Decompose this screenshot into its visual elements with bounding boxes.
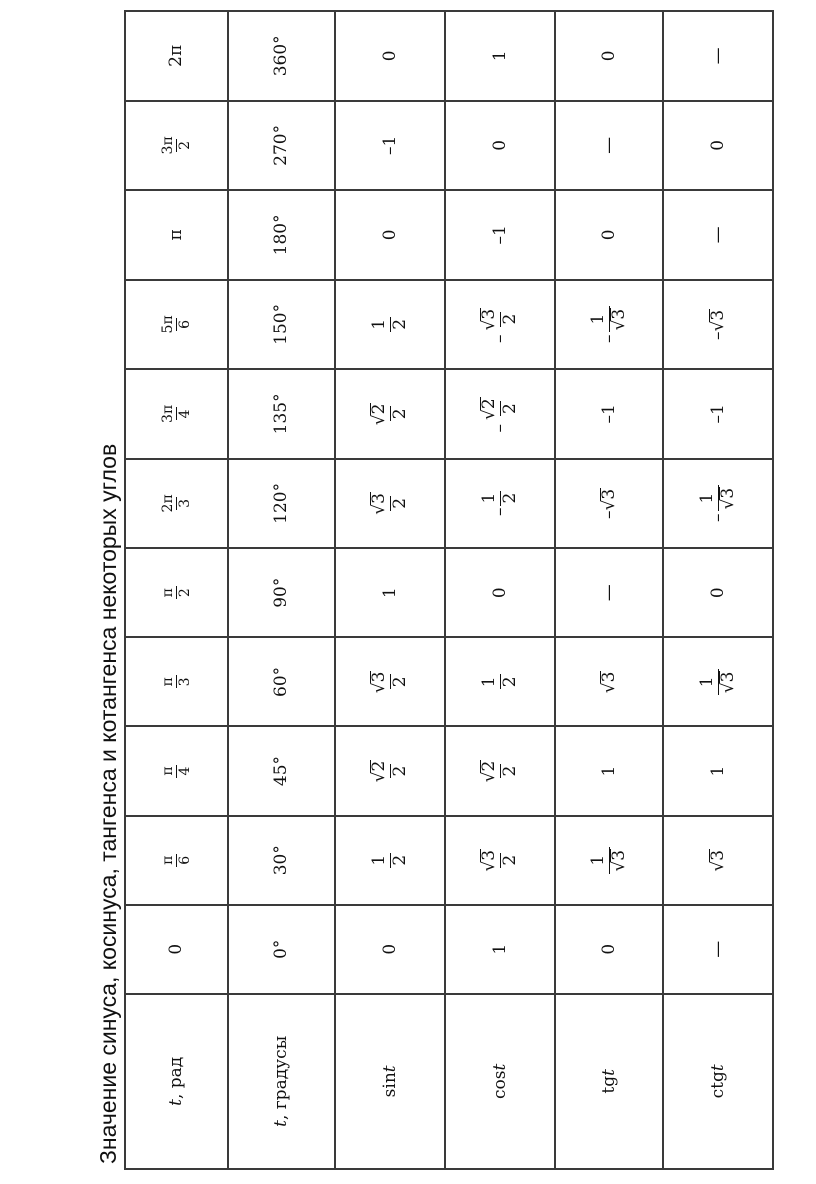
row-degrees-cell [228, 726, 335, 815]
fn-label: tg [598, 1075, 619, 1094]
var-label: t [707, 1064, 728, 1072]
sqrt-sign: √ [368, 771, 389, 783]
denominator-text: 2 [499, 854, 520, 866]
denominator-text: 2 [389, 497, 410, 509]
negative-fraction [589, 306, 629, 343]
cell-value: 270° [271, 124, 292, 166]
cell-value: 360° [271, 35, 292, 77]
denominator [390, 764, 411, 779]
var-label: t [598, 1069, 619, 1076]
row-tg-cell [555, 637, 663, 726]
numerator [370, 317, 390, 332]
row-radians-cell [125, 459, 228, 549]
row-ctg-cell [663, 11, 773, 101]
numerator [160, 675, 176, 688]
numerator-text: π [159, 677, 176, 687]
row-ctg-cell [663, 101, 773, 191]
denominator-text [718, 671, 738, 694]
denominator-text: 2 [499, 403, 520, 415]
sqrt-radicand: 3 [598, 671, 619, 683]
rotated-content [88, 10, 816, 1170]
row-tg-cell [555, 548, 663, 637]
sqrt-radicand: 2 [478, 760, 499, 772]
numerator [160, 764, 176, 777]
cell-value: — [707, 226, 728, 244]
sqrt-sign: √ [717, 498, 738, 510]
denominator-text: 2 [389, 676, 410, 688]
denominator [176, 586, 193, 599]
sqrt-sign: √ [368, 503, 389, 515]
row-cos-cell [445, 11, 555, 101]
sqrt-radicand: 3 [368, 671, 389, 683]
fn-label: cos [489, 1070, 510, 1099]
fraction [160, 854, 193, 867]
numerator [480, 847, 500, 874]
numerator [160, 403, 176, 425]
numerator-text: π [159, 855, 176, 865]
denominator [500, 764, 521, 779]
denominator-text: 2 [177, 588, 193, 598]
cell-value: 0 [489, 139, 510, 151]
minus-sign: – [489, 334, 510, 343]
sqrt-sign: √ [608, 860, 629, 872]
row-radians-cell [125, 637, 228, 726]
numerator [160, 586, 176, 599]
numerator [698, 491, 718, 506]
row-degrees-cell [228, 369, 335, 459]
sqrt-sign: √ [707, 860, 728, 872]
fraction [480, 674, 520, 689]
sqrt-radicand: 3 [707, 309, 728, 321]
denominator-text: 2 [389, 318, 410, 330]
row-radians [125, 11, 228, 1169]
fraction [160, 586, 193, 599]
fraction [160, 675, 193, 688]
numerator [370, 401, 390, 428]
denominator [176, 407, 193, 420]
cell-value: –1 [489, 225, 510, 245]
sqrt-radicand: 3 [478, 308, 499, 320]
row-cos-cell [445, 369, 555, 459]
numerator-text: 1 [696, 492, 717, 504]
cell-value: 135° [271, 393, 292, 435]
numerator-text: 1 [478, 676, 499, 688]
cell-value: — [707, 940, 728, 958]
sqrt-sign: √ [608, 319, 629, 331]
numerator [160, 854, 176, 867]
denominator [390, 853, 411, 868]
denominator [500, 853, 521, 868]
row-ctg-cell [663, 369, 773, 459]
denominator [176, 139, 193, 152]
row-ctg-cell [663, 280, 773, 370]
var-label: t [379, 1065, 400, 1073]
row-tg-cell [555, 11, 663, 101]
fraction [370, 669, 410, 696]
row-ctg-cell [663, 726, 773, 815]
fraction [370, 401, 410, 428]
row-sin-cell [335, 101, 445, 191]
fraction [370, 490, 410, 517]
row-header-cos [445, 994, 555, 1169]
fraction [370, 758, 410, 785]
cell-value: 1 [598, 765, 619, 777]
row-degrees [228, 11, 335, 1169]
row-cos-cell [445, 637, 555, 726]
row-header-radians [125, 994, 228, 1169]
sqrt-radicand: 2 [368, 403, 389, 415]
row-sin-cell [335, 280, 445, 370]
row-radians-cell [125, 726, 228, 815]
numerator [480, 674, 500, 689]
cell-value: — [598, 584, 619, 602]
sqrt-radicand: 3 [707, 849, 728, 861]
numerator [589, 853, 609, 868]
sqrt-radicand: 3 [608, 849, 629, 861]
denominator-text: 2 [499, 313, 520, 325]
denominator [176, 854, 193, 867]
minus-sign: – [489, 423, 510, 433]
denominator-text: 3 [177, 677, 193, 687]
cell-value: 1 [489, 50, 510, 62]
numerator [370, 758, 390, 785]
fraction [160, 492, 193, 514]
denominator-text: 4 [177, 766, 193, 776]
cell-value: 0 [489, 587, 510, 599]
row-tg-cell [555, 726, 663, 815]
numerator-text [479, 849, 499, 872]
cell-value: 1 [379, 587, 400, 599]
numerator-text: 1 [478, 492, 499, 504]
row-radians-cell [125, 101, 228, 191]
numerator-text [479, 308, 499, 331]
row-sin [335, 11, 445, 1169]
numerator-text: π [159, 766, 176, 776]
denominator [500, 312, 521, 327]
cell-value: 120° [271, 482, 292, 524]
row-sin-cell [335, 548, 445, 637]
row-cos-cell [445, 548, 555, 637]
fraction [480, 395, 520, 422]
denominator-text: 6 [177, 319, 193, 329]
numerator [370, 669, 390, 696]
fraction [480, 491, 520, 506]
sqrt-sign: √ [478, 409, 499, 420]
row-tg-cell [555, 459, 663, 549]
cell-value: 0 [707, 139, 728, 151]
sqrt-sign: √ [368, 414, 389, 426]
sqrt-sign: √ [598, 682, 619, 694]
numerator [370, 853, 390, 868]
fraction [480, 758, 520, 785]
unit-label: , рад [166, 1056, 187, 1100]
row-ctg-cell [663, 637, 773, 726]
row-radians-cell [125, 548, 228, 637]
denominator-text: 2 [389, 765, 410, 777]
row-degrees-cell [228, 190, 335, 280]
sqrt-radicand: 2 [368, 760, 389, 772]
minus-sign: – [707, 331, 728, 340]
numerator [480, 395, 500, 422]
cell-value: –1 [379, 135, 400, 156]
cell-value [599, 671, 619, 694]
fraction [589, 847, 629, 874]
sqrt-radicand: 3 [717, 671, 738, 683]
denominator [609, 847, 630, 874]
numerator-text: 1 [368, 854, 389, 866]
row-sin-cell [335, 459, 445, 549]
cell-value: 0 [379, 50, 400, 62]
numerator-text: 2π [159, 494, 176, 513]
row-ctg-cell [663, 548, 773, 637]
denominator [718, 485, 739, 512]
cell-value: –1 [707, 404, 728, 424]
numerator-text [369, 492, 389, 515]
row-radians-cell [125, 369, 228, 459]
row-radians-cell [125, 190, 228, 280]
row-cos-cell [445, 280, 555, 370]
row-degrees-cell [228, 11, 335, 101]
minus-sign: – [707, 513, 728, 522]
numerator-text: 1 [696, 676, 717, 688]
var-label: t [489, 1063, 510, 1071]
denominator [390, 496, 411, 511]
minus-sign: – [598, 510, 619, 519]
row-ctg [663, 11, 773, 1169]
negative-fraction [480, 491, 520, 516]
numerator-text: 1 [368, 318, 389, 330]
row-degrees-cell [228, 905, 335, 994]
denominator-text: 6 [177, 855, 193, 865]
minus-sign: – [598, 334, 619, 343]
numerator-text [369, 403, 389, 426]
numerator-text: 1 [587, 313, 608, 325]
sqrt-sign: √ [368, 682, 389, 694]
row-radians-cell [125, 11, 228, 101]
row-sin-cell [335, 637, 445, 726]
numerator-text [479, 397, 499, 420]
cell-value [708, 849, 728, 872]
cell-value: — [707, 47, 728, 65]
fraction [480, 306, 520, 333]
row-degrees-cell [228, 548, 335, 637]
numerator-text: π [159, 588, 176, 598]
numerator-text: 5π [159, 315, 176, 334]
cell-value: — [598, 136, 619, 154]
row-header-ctg [663, 994, 773, 1169]
fraction [370, 317, 410, 332]
cell-value: 0 [166, 943, 187, 955]
cell-value: –1 [598, 404, 619, 424]
sqrt-sign: √ [478, 771, 499, 783]
numerator-text: 1 [587, 854, 608, 866]
sqrt-radicand: 3 [608, 308, 629, 320]
negative-fraction [698, 485, 738, 522]
row-tg-cell [555, 816, 663, 905]
sqrt-sign: √ [707, 320, 728, 332]
negative-fraction [480, 395, 520, 432]
row-tg-cell [555, 905, 663, 994]
cell-value: 0 [598, 229, 619, 241]
row-ctg-cell [663, 459, 773, 549]
row-cos-cell [445, 905, 555, 994]
denominator-text [609, 308, 629, 331]
denominator [176, 765, 193, 778]
denominator-text: 2 [499, 676, 520, 688]
cell-value: 30° [271, 845, 292, 876]
row-degrees-cell [228, 280, 335, 370]
fraction [698, 485, 738, 512]
numerator [160, 134, 176, 156]
sqrt-radicand: 3 [598, 488, 619, 500]
row-header-degrees [228, 994, 335, 1169]
denominator-text: 2 [499, 492, 520, 504]
cell-value [599, 488, 619, 519]
denominator [390, 674, 411, 689]
denominator-text [718, 487, 738, 510]
numerator-text [369, 760, 389, 783]
sqrt-radicand: 3 [368, 493, 389, 504]
row-cos-cell [445, 816, 555, 905]
row-tg-cell [555, 101, 663, 191]
row-cos-cell [445, 190, 555, 280]
sqrt-sign: √ [717, 682, 738, 694]
var-label: t [166, 1099, 187, 1106]
denominator-text: 2 [499, 765, 520, 777]
cell-value: 1 [489, 943, 510, 955]
cell-value: 0 [707, 587, 728, 599]
denominator [500, 401, 521, 416]
page-title: Значение синуса, косинуса, тангенса и котангенса некоторых углов [95, 443, 121, 1164]
row-sin-cell [335, 905, 445, 994]
row-tg-cell [555, 280, 663, 370]
sqrt-sign: √ [598, 499, 619, 511]
row-cos [445, 11, 555, 1169]
cell-value: 45° [271, 755, 292, 787]
denominator [176, 675, 193, 688]
numerator-text [369, 671, 389, 694]
denominator-text: 2 [389, 408, 410, 420]
cell-value: 150° [271, 303, 292, 345]
fraction [480, 847, 520, 874]
cell-value: π [166, 229, 187, 241]
denominator [500, 674, 521, 689]
cell-value: 180° [271, 214, 292, 256]
row-sin-cell [335, 369, 445, 459]
row-cos-cell [445, 101, 555, 191]
row-degrees-cell [228, 816, 335, 905]
cell-value [708, 309, 728, 340]
numerator [698, 674, 718, 689]
fraction [698, 669, 738, 696]
row-radians-cell [125, 905, 228, 994]
cell-value: 0 [598, 50, 619, 62]
numerator [480, 491, 500, 506]
row-sin-cell [335, 190, 445, 280]
row-tg-cell [555, 190, 663, 280]
denominator [718, 669, 739, 696]
row-sin-cell [335, 816, 445, 905]
unit-label: , градусы [271, 1035, 292, 1121]
cell-value: 1 [707, 765, 728, 777]
numerator-text: 3π [159, 136, 176, 155]
numerator [160, 313, 176, 335]
row-ctg-cell [663, 905, 773, 994]
trig-values-table [124, 10, 774, 1170]
row-degrees-cell [228, 637, 335, 726]
numerator [480, 758, 500, 785]
denominator [176, 497, 193, 510]
denominator [390, 317, 411, 332]
fraction [160, 403, 193, 425]
denominator-text: 4 [177, 409, 193, 419]
row-degrees-cell [228, 101, 335, 191]
numerator-text: 3π [159, 404, 176, 423]
var-label: t [271, 1120, 292, 1127]
denominator-text: 3 [177, 498, 193, 508]
row-cos-cell [445, 726, 555, 815]
cell-value: 0° [271, 939, 292, 959]
denominator [609, 306, 630, 333]
negative-fraction [480, 306, 520, 343]
row-header-tg [555, 994, 663, 1169]
row-degrees-cell [228, 459, 335, 549]
row-tg [555, 11, 663, 1169]
sqrt-radicand: 3 [478, 849, 499, 861]
cell-value: 2π [166, 44, 187, 67]
fn-label: sin [379, 1072, 400, 1098]
cell-value: 0 [598, 943, 619, 955]
row-header-sin [335, 994, 445, 1169]
fraction [160, 134, 193, 156]
sqrt-radicand: 2 [478, 398, 499, 410]
denominator [500, 491, 521, 506]
numerator [589, 312, 609, 327]
row-tg-cell [555, 369, 663, 459]
cell-value: 90° [271, 577, 292, 608]
cell-value: 0 [379, 943, 400, 955]
sqrt-radicand: 3 [717, 487, 738, 499]
row-ctg-cell [663, 816, 773, 905]
fraction [370, 853, 410, 868]
denominator-text [609, 849, 629, 872]
numerator [370, 490, 390, 517]
denominator-text: 2 [389, 854, 410, 866]
denominator-text: 2 [177, 140, 193, 150]
row-sin-cell [335, 726, 445, 815]
cell-value: 0 [379, 229, 400, 241]
numerator [480, 306, 500, 333]
row-cos-cell [445, 459, 555, 549]
cell-value: 60° [271, 666, 292, 697]
row-sin-cell [335, 11, 445, 101]
denominator [390, 406, 411, 421]
fraction [160, 313, 193, 335]
fraction [589, 306, 629, 333]
fn-label: ctg [707, 1071, 728, 1099]
denominator [176, 318, 193, 331]
row-radians-cell [125, 816, 228, 905]
row-radians-cell [125, 280, 228, 370]
sqrt-sign: √ [478, 319, 499, 331]
fraction [160, 764, 193, 777]
row-ctg-cell [663, 190, 773, 280]
numerator-text [479, 760, 499, 783]
sqrt-sign: √ [478, 860, 499, 872]
minus-sign: – [489, 507, 510, 517]
numerator [160, 492, 176, 514]
